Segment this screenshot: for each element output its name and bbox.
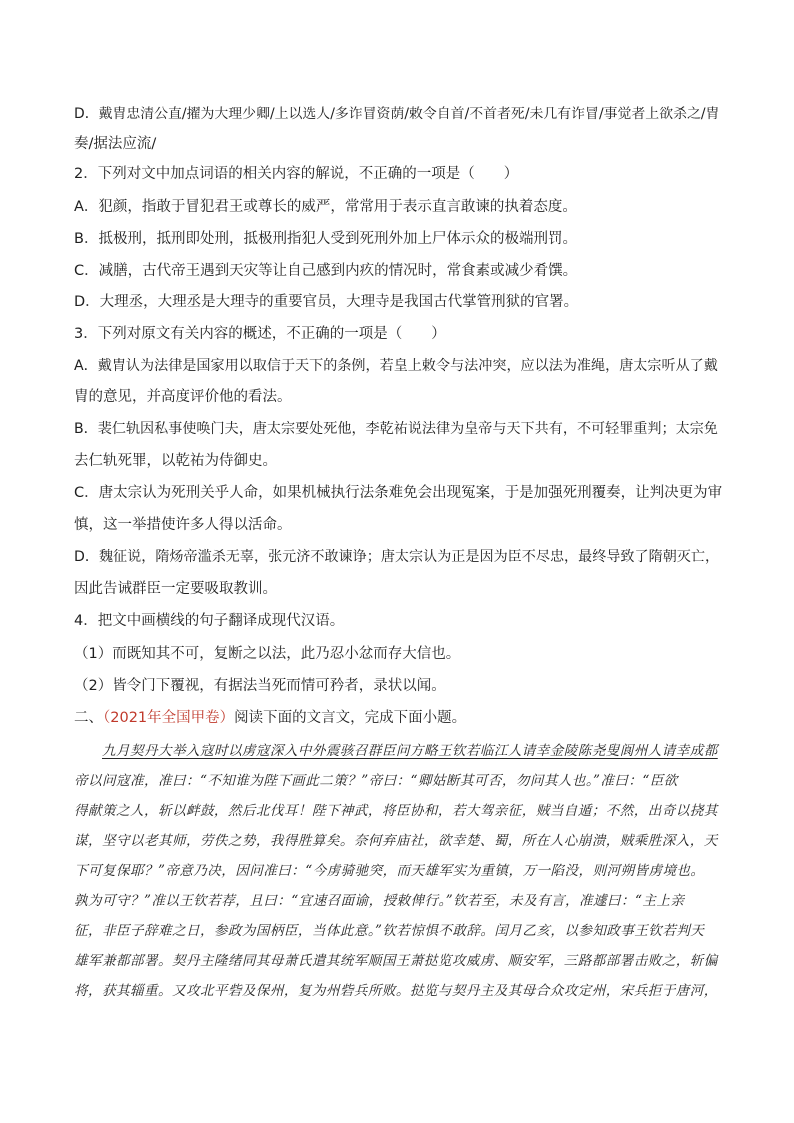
q2-stem: 2．下列对文中加点词语的相关内容的解说，不正确的一项是（ ） <box>74 166 519 182</box>
passage-line-1: 九月契丹大举入寇时以虏寇深入中外震骇召群臣问方略王钦若临江人请幸金陵陈尧叟阆州人请幸成都 <box>102 743 718 759</box>
q4-sentence-2: （2）皆令门下覆视，有据法当死而情可矜者，录状以闻。 <box>74 678 446 694</box>
q3-stem: 3．下列对原文有关内容的概述，不正确的一项是（ ） <box>74 326 446 342</box>
section-2-prefix: 二、 <box>74 710 103 726</box>
q3-option-d-line2: 因此告诫群臣一定要吸取教训。 <box>74 581 277 597</box>
q1-option-d-line1: D．戴胄忠清公直/擢为大理少卿/上以选人/多诈冒资荫/敕令自首/不首者死/未几有诈冒/事觉者上欲杀之/胄 <box>74 106 720 122</box>
passage-line-7: 征，非臣子辞难之日，参政为国柄臣，当体此意。”钦若惊惧不敢辞。闰月乙亥，以参知政事王钦若判天 <box>74 923 705 939</box>
q3-option-b-line2: 去仁轨死罪，以乾祐为侍御史。 <box>74 453 277 469</box>
passage-line-4: 谋，坚守以老其师，劳佚之势，我得胜算矣。奈何弃庙社，欲幸楚、蜀，所在人心崩溃，贼乘胜深入，天 <box>74 833 718 849</box>
passage-line-2: 帝以问寇准，准曰：“不知谁为陛下画此二策？”帝曰：“卿姑断其可否，勿问其人也。”准曰：“臣欲 <box>74 773 678 789</box>
q3-option-b-line1: B．裴仁轨因私事使唤门夫，唐太宗要处死他，李乾祐说法律为皇帝与天下共有，不可轻罪重判；太宗免 <box>74 421 718 437</box>
section-2-source: （2021年全国甲卷） <box>103 710 235 726</box>
passage-line-6: 孰为可守？”准以王钦若荐，且曰：“宜速召面谕，授敕俾行。”钦若至，未及有言，准遽曰：“主上亲 <box>74 893 685 909</box>
q1-option-d-line2: 奏/据法应流/ <box>74 136 157 152</box>
passage-line-5: 下可复保耶？”帝意乃决，因问准曰：“今虏骑驰突，而天雄军实为重镇，万一陷没，则河朔皆虏境也。 <box>74 863 705 879</box>
section-2-instruction: 阅读下面的文言文，完成下面小题。 <box>234 710 467 726</box>
q2-option-b: B．抵极刑，抵刑即处刑，抵极刑指犯人受到死刑外加上尸体示众的极端刑罚。 <box>74 231 577 247</box>
passage-line-9: 将，获其辎重。又攻北平砦及保州，复为州砦兵所败。挞览与契丹主及其母合众攻定州，宋兵拒于唐河， <box>74 983 718 999</box>
q2-option-a: A．犯颜，指敢于冒犯君王或尊长的威严，常常用于表示直言敢谏的执着态度。 <box>74 199 577 215</box>
q4-stem: 4．把文中画横线的句子翻译成现代汉语。 <box>74 613 345 629</box>
q4-sentence-1: （1）而既知其不可，复断之以法，此乃忍小忿而存大信也。 <box>74 646 461 662</box>
q3-option-a-line2: 胄的意见，并高度评价他的看法。 <box>74 389 292 405</box>
q2-option-d: D．大理丞，大理丞是大理寺的重要官员，大理寺是我国古代掌管刑狱的官署。 <box>74 294 579 310</box>
section-2-heading <box>74 709 724 727</box>
q3-option-c-line1: C．唐太宗认为死刑关乎人命，如果机械执行法条难免会出现冤案，于是加强死刑覆奏，让判决更为审 <box>74 485 723 501</box>
q3-option-a-line1: A．戴胄认为法律是国家用以取信于天下的条例，若皇上敕令与法冲突，应以法为准绳，唐太宗听从了戴 <box>74 358 718 374</box>
q2-option-c: C．减膳，古代帝王遇到天灾等让自己感到内疚的情况时，常食素或减少肴馔。 <box>74 263 578 279</box>
q3-option-d-line1: D．魏征说，隋炀帝滥杀无辜，张元济不敢谏诤；唐太宗认为正是因为臣不尽忠，最终导致了隋朝灭亡， <box>74 549 720 565</box>
q3-option-c-line2: 慎，这一举措使许多人得以活命。 <box>74 517 292 533</box>
passage-line-3: 得献策之人，斩以衅鼓，然后北伐耳！陛下神武，将臣协和，若大驾亲征，贼当自遁；不然，出奇以挠其 <box>74 803 718 819</box>
passage-line-8: 雄军兼都部署。契丹主隆绪同其母萧氏遣其统军顺国王萧挞览攻威虏、顺安军，三路都部署击败之，斩偏 <box>74 953 718 969</box>
